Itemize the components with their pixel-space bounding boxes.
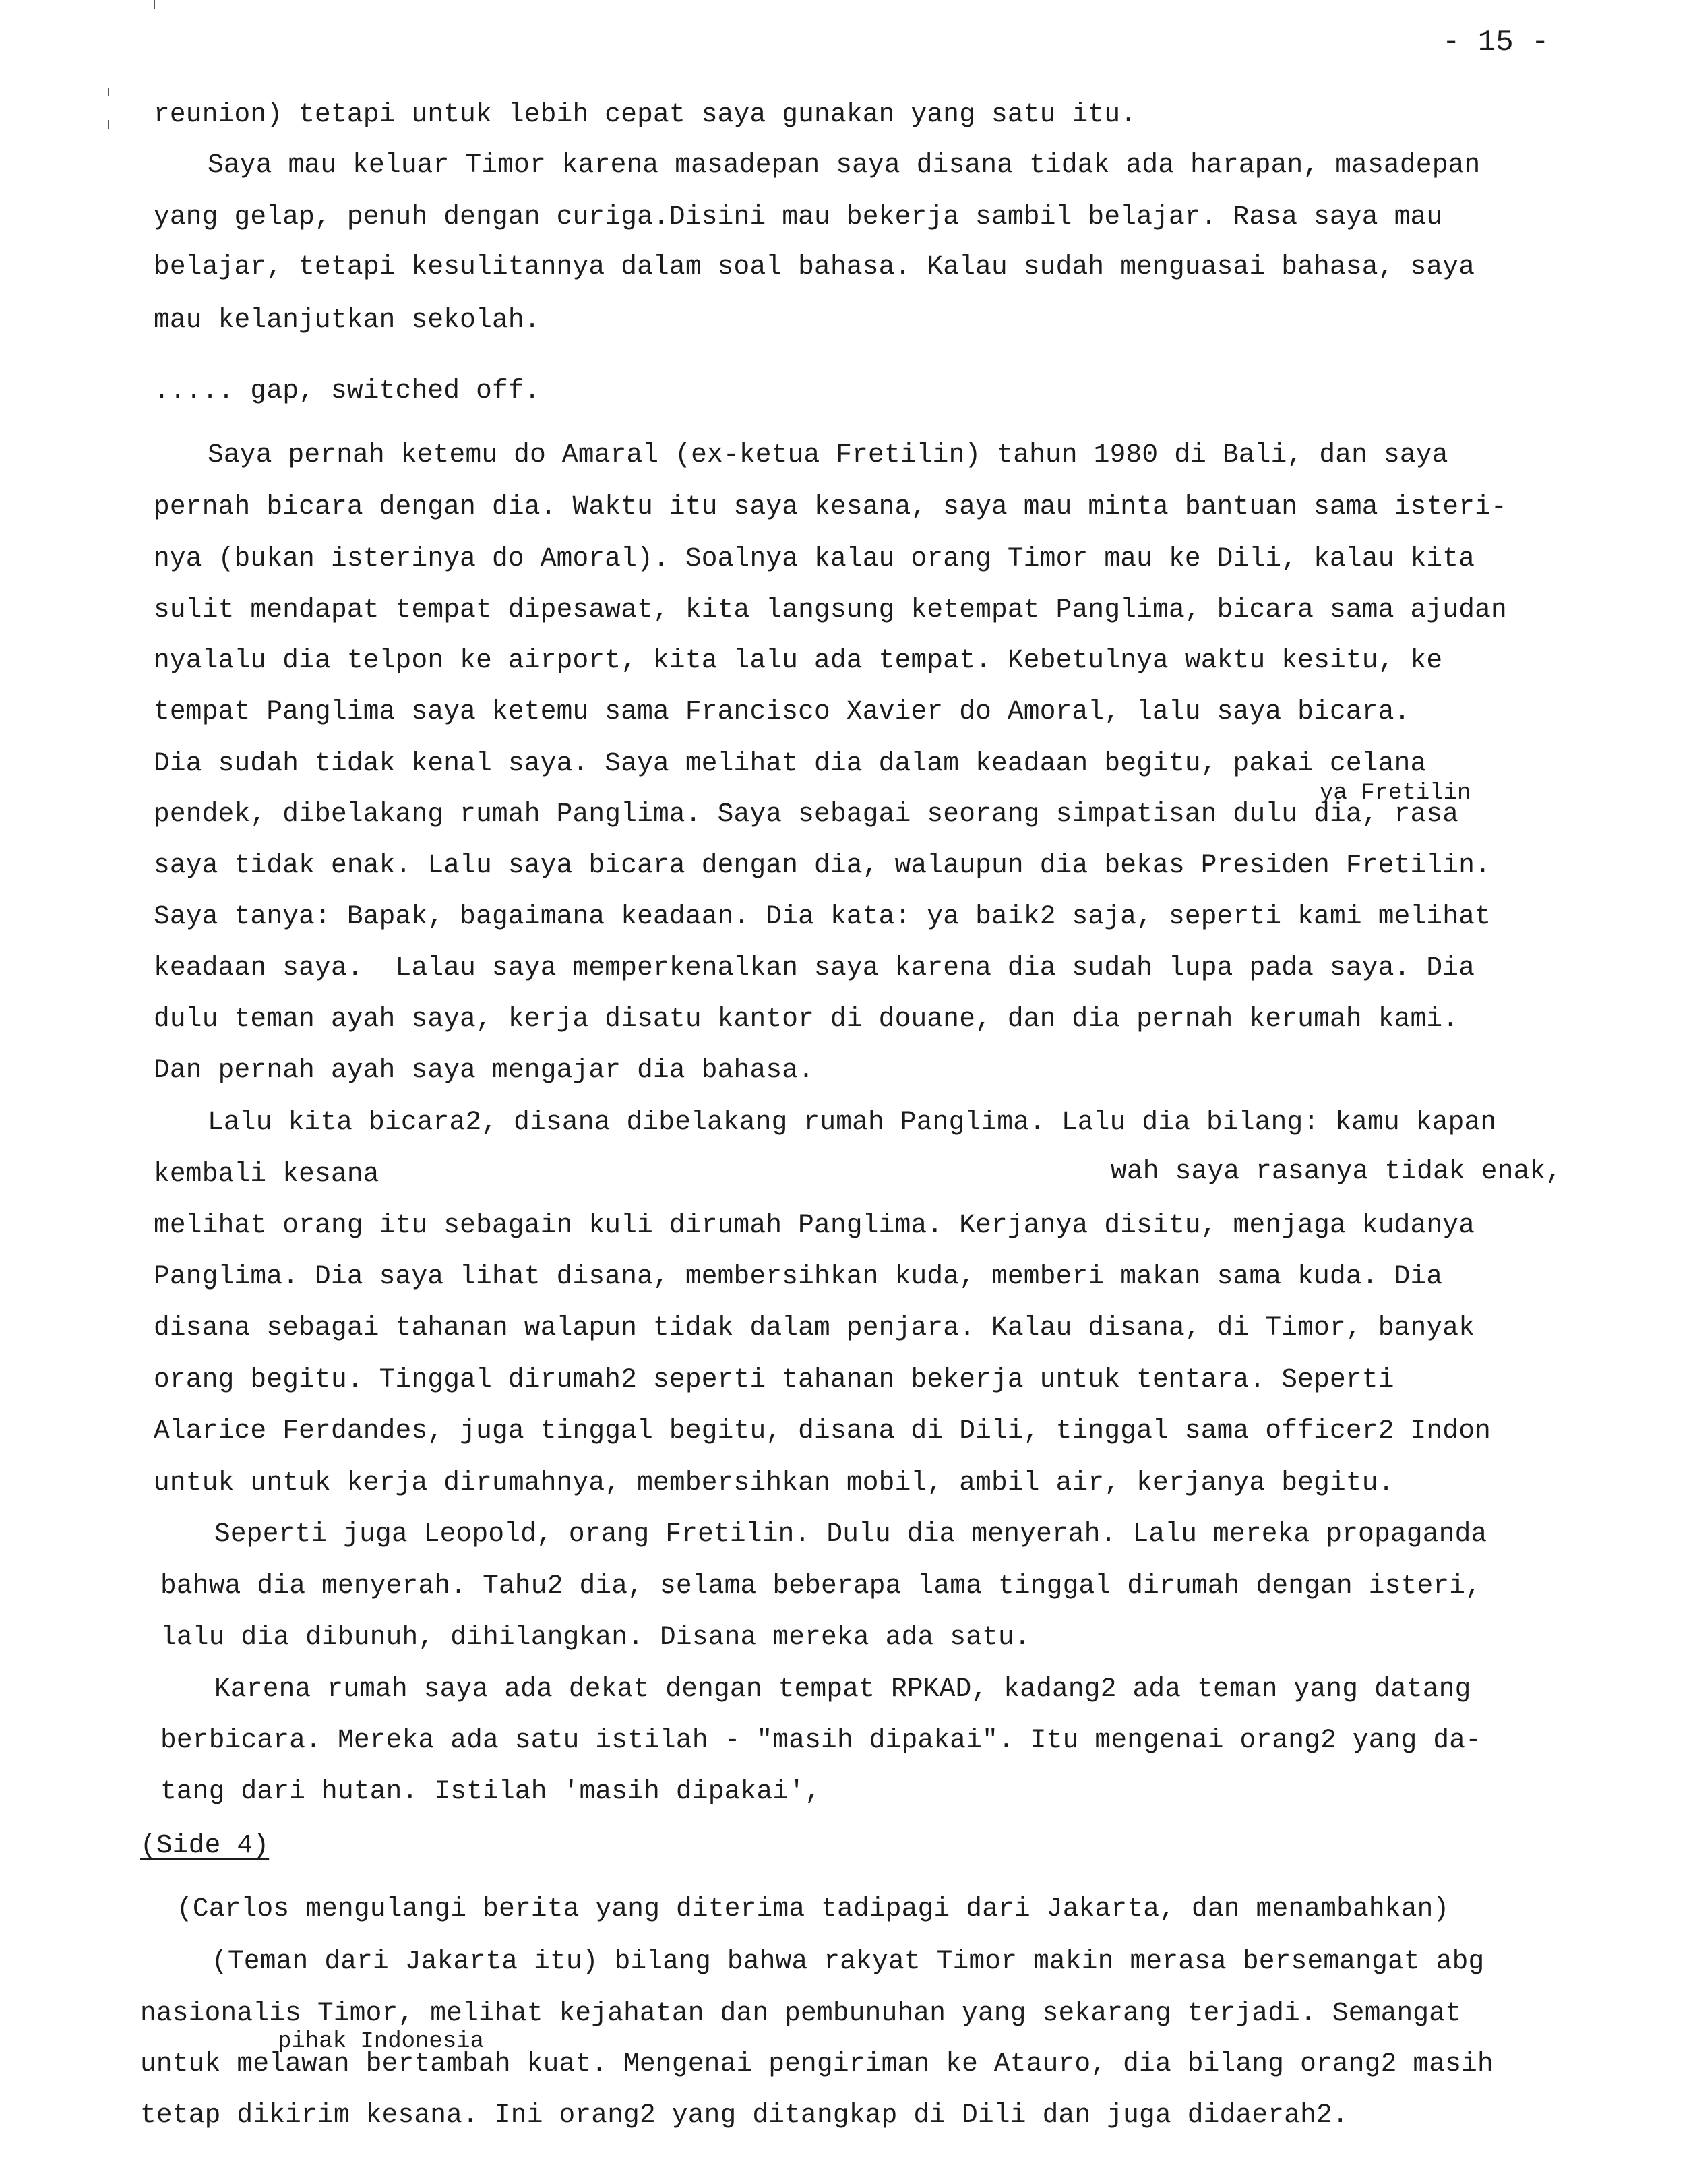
text-line: Dan pernah ayah saya mengajar dia bahasa.: [154, 1055, 815, 1085]
text-line: sulit mendapat tempat dipesawat, kita langsung ketempat Panglima, bicara sama ajudan: [154, 595, 1507, 625]
text-line: bahwa dia menyerah. Tahu2 dia, selama beberapa lama tinggal dirumah dengan isteri,: [160, 1571, 1482, 1601]
text-line: reunion) tetapi untuk lebih cepat saya gunakan yang satu itu.: [154, 99, 1137, 129]
margin-mark: [108, 120, 109, 129]
text-line: untuk untuk kerja dirumahnya, membersihkan mobil, ambil air, kerjanya begitu.: [154, 1467, 1394, 1498]
section-heading: (Side 4): [140, 1830, 270, 1860]
text-line: tetap dikirim kesana. Ini orang2 yang ditangkap di Dili dan juga didaerah2.: [140, 2100, 1349, 2130]
text-line: (Carlos mengulangi berita yang diterima tadipagi dari Jakarta, dan menambahkan): [177, 1893, 1450, 1924]
text-line: saya tidak enak. Lalu saya bicara dengan dia, walaupun dia bekas Presiden Fretilin.: [154, 850, 1491, 880]
margin-mark: [154, 0, 155, 9]
text-line: Karena rumah saya ada dekat dengan tempat RPKAD, kadang2 ada teman yang datang: [214, 1674, 1471, 1704]
text-line: Saya tanya: Bapak, bagaimana keadaan. Dia kata: ya baik2 saja, seperti kami melihat: [154, 901, 1491, 932]
text-line: yang gelap, penuh dengan curiga.Disini mau bekerja sambil belajar. Rasa saya mau: [154, 202, 1443, 232]
text-line: Alarice Ferdandes, juga tinggal begitu, disana di Dili, tinggal sama officer2 Indon: [154, 1416, 1491, 1446]
text-line: belajar, tetapi kesulitannya dalam soal bahasa. Kalau sudah menguasai bahasa, saya: [154, 251, 1475, 282]
text-line: Saya mau keluar Timor karena masadepan saya disana tidak ada harapan, masadepan: [208, 150, 1481, 180]
text-line: tempat Panglima saya ketemu sama Francisco Xavier do Amoral, lalu saya bicara.: [154, 696, 1411, 727]
text-line: keadaan saya. Lalau saya memperkenalkan saya karena dia sudah lupa pada saya. Dia: [154, 952, 1475, 983]
text-line: Saya pernah ketemu do Amaral (ex-ketua Fretilin) tahun 1980 di Bali, dan saya: [208, 439, 1448, 470]
text-line: nasionalis Timor, melihat kejahatan dan pembunuhan yang sekarang terjadi. Semangat: [140, 1998, 1462, 2028]
text-line: Seperti juga Leopold, orang Fretilin. Dulu dia menyerah. Lalu mereka propaganda: [214, 1519, 1487, 1549]
text-line: dulu teman ayah saya, kerja disatu kantor di douane, dan dia pernah kerumah kami.: [154, 1004, 1459, 1034]
text-line: tang dari hutan. Istilah 'masih dipakai',: [160, 1776, 822, 1807]
page-number: - 15 -: [1442, 26, 1549, 59]
text-line: kembali kesana: [154, 1159, 379, 1189]
handwritten-insertion: pihak Indonesia: [278, 2029, 485, 2055]
text-line: orang begitu. Tinggal dirumah2 seperti tahanan bekerja untuk tentara. Seperti: [154, 1364, 1394, 1395]
text-line: wah saya rasanya tidak enak,: [1111, 1156, 1562, 1186]
text-line: mau kelanjutkan sekolah.: [154, 305, 541, 335]
text-line: berbicara. Mereka ada satu istilah - "masih dipakai". Itu mengenai orang2 yang da-: [160, 1725, 1482, 1755]
text-line: ..... gap, switched off.: [154, 375, 541, 406]
text-line: pendek, dibelakang rumah Panglima. Saya sebagai seorang simpatisan dulu dia, rasa: [154, 799, 1459, 829]
handwritten-insertion: ya Fretilin: [1320, 781, 1471, 806]
text-line: Panglima. Dia saya lihat disana, membersihkan kuda, memberi makan sama kuda. Dia: [154, 1261, 1443, 1292]
text-line: melihat orang itu sebagain kuli dirumah Panglima. Kerjanya disitu, menjaga kudanya: [154, 1210, 1475, 1240]
text-line: untuk melawan bertambah kuat. Mengenai pengiriman ke Atauro, dia bilang orang2 masih: [140, 2049, 1494, 2079]
text-line: nyalalu dia telpon ke airport, kita lalu ada tempat. Kebetulnya waktu kesitu, ke: [154, 645, 1443, 675]
text-line: Lalu kita bicara2, disana dibelakang rumah Panglima. Lalu dia bilang: kamu kapan: [208, 1107, 1497, 1137]
text-line: pernah bicara dengan dia. Waktu itu saya kesana, saya mau minta bantuan sama isteri-: [154, 491, 1507, 522]
text-line: (Teman dari Jakarta itu) bilang bahwa rakyat Timor makin merasa bersemangat abg: [212, 1946, 1485, 1976]
text-line: nya (bukan isterinya do Amoral). Soalnya kalau orang Timor mau ke Dili, kalau kita: [154, 543, 1475, 574]
margin-mark: [108, 88, 109, 96]
text-line: disana sebagai tahanan walapun tidak dalam penjara. Kalau disana, di Timor, banyak: [154, 1312, 1475, 1343]
text-line: Dia sudah tidak kenal saya. Saya melihat dia dalam keadaan begitu, pakai celana: [154, 748, 1427, 779]
text-line: lalu dia dibunuh, dihilangkan. Disana mereka ada satu.: [160, 1622, 1030, 1652]
